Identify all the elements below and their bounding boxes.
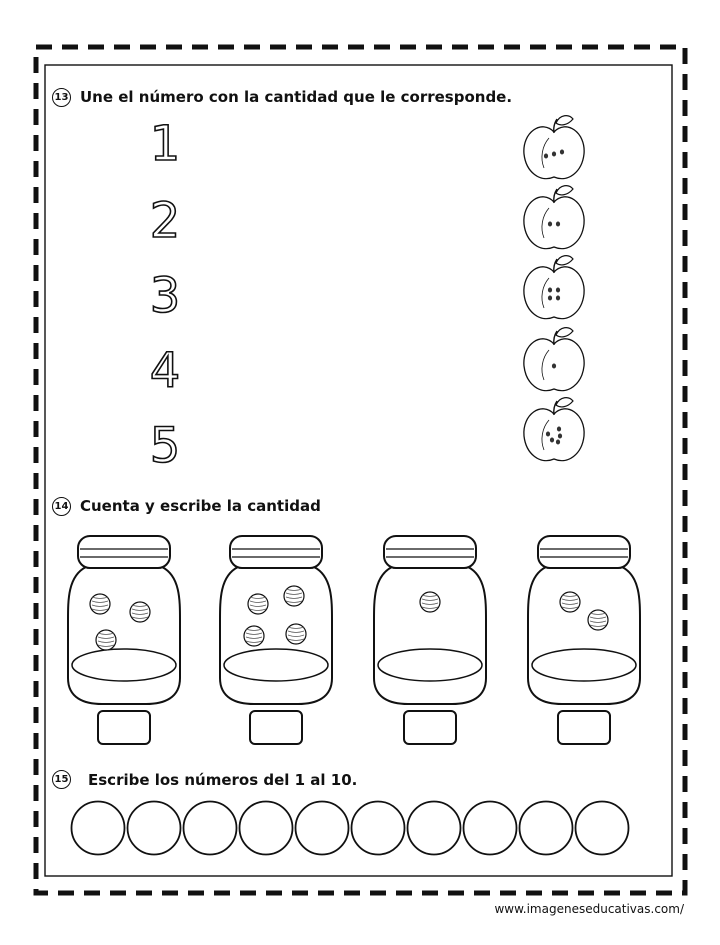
answer-circle (520, 802, 573, 855)
apples-column (524, 116, 584, 461)
jars-row (68, 536, 640, 744)
answer-circle (464, 802, 517, 855)
apple-seed-dot (556, 222, 560, 227)
apple-leaf (556, 186, 573, 195)
answer-circle (240, 802, 293, 855)
answer-circle (352, 802, 405, 855)
jar-ball (284, 586, 304, 606)
jar-ball (286, 624, 306, 644)
answer-circle (184, 802, 237, 855)
answer-box (404, 711, 456, 744)
apple-seed-dot (556, 288, 560, 293)
answer-circles-row (72, 802, 629, 855)
activity-14-badge: 14 (52, 497, 71, 516)
answer-circle (72, 802, 125, 855)
answer-box (98, 711, 150, 744)
apple-seed-dot (550, 438, 554, 443)
jar-lid (230, 536, 322, 568)
jar-lid (384, 536, 476, 568)
answer-box (558, 711, 610, 744)
jar (220, 536, 332, 744)
jar (528, 536, 640, 744)
jar-ball (588, 610, 608, 630)
apple-body (524, 197, 584, 249)
jar-body (528, 567, 640, 704)
activity-13-instruction: Une el número con la cantidad que le corresponde. (80, 88, 513, 106)
answer-circle (408, 802, 461, 855)
jar-ball (560, 592, 580, 612)
apple-seed-dot (546, 432, 550, 437)
answer-circle (576, 802, 629, 855)
outlined-number: 5 (149, 418, 181, 474)
activity-15-badge: 15 (52, 770, 71, 789)
apple-seed-dot (558, 434, 562, 439)
activity-14-instruction: Cuenta y escribe la cantidad (80, 497, 321, 515)
apple-seed-dot (556, 296, 560, 301)
activity-15-instruction: Escribe los números del 1 al 10. (88, 771, 358, 789)
apple-seed-dot (560, 150, 564, 155)
answer-box (250, 711, 302, 744)
apple (524, 116, 584, 179)
apple-leaf (556, 116, 573, 125)
footer-url: www.imageneseducativas.com/ (494, 902, 684, 916)
outlined-number: 4 (149, 343, 181, 399)
jar-ball (130, 602, 150, 622)
apple (524, 328, 584, 391)
apple-seed-dot (548, 222, 552, 227)
apple-seed-dot (552, 152, 556, 157)
jar-ball (96, 630, 116, 650)
jar-ball (90, 594, 110, 614)
outlined-number: 2 (149, 193, 181, 249)
answer-circle (128, 802, 181, 855)
apple (524, 256, 584, 319)
apple-leaf (556, 398, 573, 407)
apple (524, 398, 584, 461)
jar-lid (538, 536, 630, 568)
apple-leaf (556, 328, 573, 337)
inner-frame (45, 65, 672, 876)
jar (374, 536, 486, 744)
apple-seed-dot (544, 154, 548, 159)
apple-seed-dot (552, 364, 556, 369)
apple-seed-dot (556, 440, 560, 445)
outlined-number: 3 (149, 268, 181, 324)
dashed-border (36, 47, 685, 893)
jar-lid (78, 536, 170, 568)
jar-body (220, 567, 332, 704)
answer-circle (296, 802, 349, 855)
jar-body (68, 567, 180, 704)
apple-leaf (556, 256, 573, 265)
apple-seed-dot (548, 288, 552, 293)
activity-13-badge: 13 (52, 88, 71, 107)
apple-body (524, 267, 584, 319)
jar (68, 536, 180, 744)
jar-ball (420, 592, 440, 612)
apple (524, 186, 584, 249)
apple-body (524, 409, 584, 461)
outlined-numbers (150, 116, 181, 474)
outlined-number: 1 (149, 116, 181, 172)
apple-seed-dot (557, 427, 561, 432)
jar-ball (244, 626, 264, 646)
apple-seed-dot (548, 296, 552, 301)
jar-body (374, 567, 486, 704)
jar-ball (248, 594, 268, 614)
